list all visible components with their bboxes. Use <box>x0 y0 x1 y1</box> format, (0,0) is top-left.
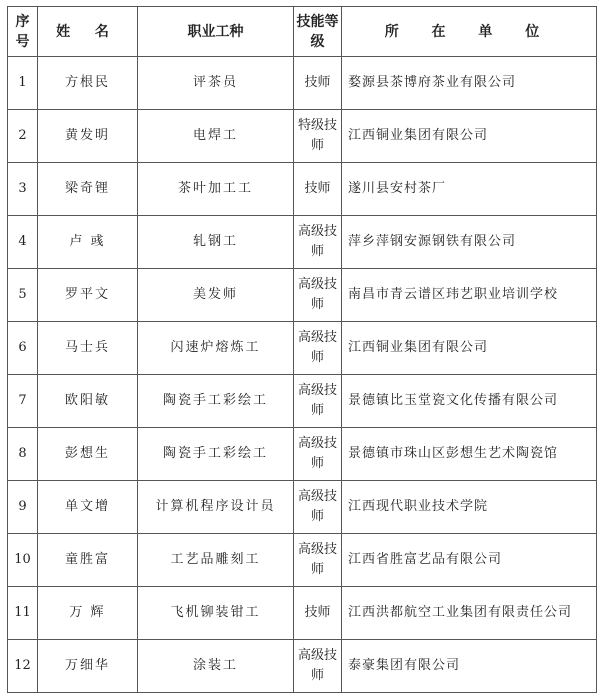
table-row <box>8 428 597 481</box>
cell-unit: 婺源县茶博府茶业有限公司 <box>342 57 597 110</box>
cell-job: 闪速炉熔炼工 <box>138 322 294 375</box>
cell-name: 方根民 <box>38 57 138 110</box>
table-row <box>8 322 597 375</box>
cell-seq: 11 <box>8 587 38 640</box>
cell-unit: 景德镇比玉堂瓷文化传播有限公司 <box>342 375 597 428</box>
header-level: 技能等级 <box>294 7 342 57</box>
cell-unit: 江西洪都航空工业集团有限责任公司 <box>342 587 597 640</box>
cell-name: 欧阳敏 <box>38 375 138 428</box>
cell-job: 工艺品雕刻工 <box>138 534 294 587</box>
cell-seq: 5 <box>8 269 38 322</box>
cell-level: 高级技师 <box>294 216 342 269</box>
cell-level: 高级技师 <box>294 534 342 587</box>
table-row <box>8 216 597 269</box>
cell-unit: 江西省胜富艺品有限公司 <box>342 534 597 587</box>
table-row <box>8 269 597 322</box>
cell-seq: 10 <box>8 534 38 587</box>
cell-level: 技师 <box>294 163 342 216</box>
cell-job: 飞机铆装钳工 <box>138 587 294 640</box>
cell-unit: 江西铜业集团有限公司 <box>342 110 597 163</box>
table-row <box>8 640 597 693</box>
cell-name: 黄发明 <box>38 110 138 163</box>
cell-level: 高级技师 <box>294 640 342 693</box>
cell-seq: 2 <box>8 110 38 163</box>
cell-level: 高级技师 <box>294 375 342 428</box>
cell-job: 涂装工 <box>138 640 294 693</box>
table-row <box>8 587 597 640</box>
cell-unit: 遂川县安村茶厂 <box>342 163 597 216</box>
cell-unit: 江西铜业集团有限公司 <box>342 322 597 375</box>
cell-level: 高级技师 <box>294 269 342 322</box>
table-row <box>8 163 597 216</box>
cell-name: 童胜富 <box>38 534 138 587</box>
cell-name: 梁奇锂 <box>38 163 138 216</box>
cell-level: 技师 <box>294 57 342 110</box>
table-row <box>8 534 597 587</box>
cell-seq: 3 <box>8 163 38 216</box>
cell-name: 马士兵 <box>38 322 138 375</box>
cell-job: 陶瓷手工彩绘工 <box>138 375 294 428</box>
cell-seq: 7 <box>8 375 38 428</box>
cell-seq: 9 <box>8 481 38 534</box>
header-name: 姓 名 <box>38 7 138 57</box>
cell-name: 彭想生 <box>38 428 138 481</box>
table-row <box>8 481 597 534</box>
cell-job: 轧钢工 <box>138 216 294 269</box>
cell-level: 高级技师 <box>294 322 342 375</box>
header-unit: 所 在 单 位 <box>342 7 597 57</box>
cell-job: 电焊工 <box>138 110 294 163</box>
cell-name: 单文增 <box>38 481 138 534</box>
cell-seq: 4 <box>8 216 38 269</box>
header-seq: 序号 <box>8 7 38 57</box>
cell-unit: 萍乡萍钢安源钢铁有限公司 <box>342 216 597 269</box>
roster-table <box>7 6 597 693</box>
cell-level: 特级技师 <box>294 110 342 163</box>
cell-seq: 6 <box>8 322 38 375</box>
header-row <box>8 7 597 57</box>
cell-job: 计算机程序设计员 <box>138 481 294 534</box>
cell-job: 美发师 <box>138 269 294 322</box>
table-row <box>8 375 597 428</box>
cell-job: 评茶员 <box>138 57 294 110</box>
cell-job: 茶叶加工工 <box>138 163 294 216</box>
cell-name: 万 辉 <box>38 587 138 640</box>
cell-seq: 8 <box>8 428 38 481</box>
cell-unit: 景德镇市珠山区彭想生艺术陶瓷馆 <box>342 428 597 481</box>
cell-level: 高级技师 <box>294 428 342 481</box>
cell-unit: 南昌市青云谱区玮艺职业培训学校 <box>342 269 597 322</box>
table-row <box>8 57 597 110</box>
cell-name: 卢 彧 <box>38 216 138 269</box>
cell-seq: 1 <box>8 57 38 110</box>
cell-unit: 江西现代职业技术学院 <box>342 481 597 534</box>
cell-seq: 12 <box>8 640 38 693</box>
header-job: 职业工种 <box>138 7 294 57</box>
cell-level: 高级技师 <box>294 481 342 534</box>
cell-unit: 泰豪集团有限公司 <box>342 640 597 693</box>
cell-name: 万细华 <box>38 640 138 693</box>
table-row <box>8 110 597 163</box>
cell-job: 陶瓷手工彩绘工 <box>138 428 294 481</box>
cell-level: 技师 <box>294 587 342 640</box>
cell-name: 罗平文 <box>38 269 138 322</box>
